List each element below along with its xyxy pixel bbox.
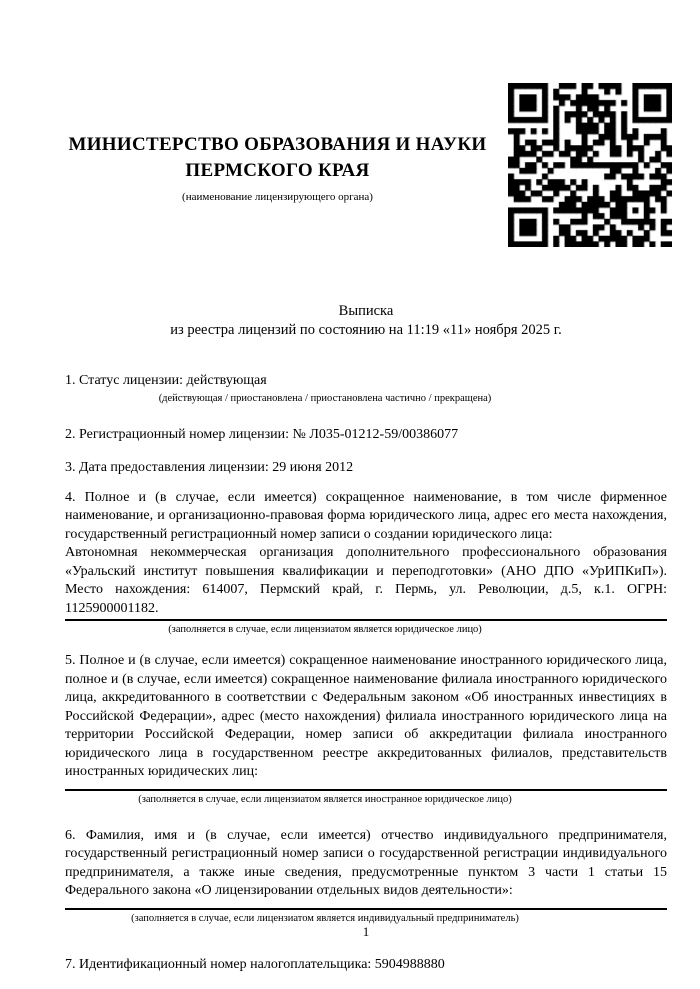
foreign-entity-caption: (заполняется в случае, если лицензиатом является иностранное юридическое лицо) xyxy=(138,793,512,805)
document-content xyxy=(65,0,667,974)
license-status-options-caption: (действующая / приостановлена / приостановлена частично / прекращена) xyxy=(158,392,492,404)
individual-entrepreneur-fill-rule xyxy=(65,908,667,910)
legal-entity-label: 4. Полное и (в случае, если имеется) сокращенное наименование, в том числе фирменное наименование, и организационно-правовая форма юридического лица, адрес его места нахождения, государственный регистрационный номер записи о создании юридического лица: xyxy=(65,489,667,542)
license-status-line: 1. Статус лицензии: действующая xyxy=(65,373,267,388)
grant-date-line: 3. Дата предоставления лицензии: 29 июня 2012 xyxy=(65,460,354,475)
ministry-name-line2: ПЕРМСКОГО КРАЯ xyxy=(185,160,370,181)
document-title xyxy=(65,302,667,340)
individual-entrepreneur-section xyxy=(65,827,667,926)
foreign-entity-section xyxy=(65,652,667,807)
foreign-entity-label: 5. Полное и (в случае, если имеется) сокращенное наименование иностранного юридического лица, полное и (в случае, если имеется) сокращенное наименование филиала иностранного юридического лица, аккредитованного в соответствии с Федеральным законом «Об иностранных инвестициях в Российской Федерации», адрес (место нахождения) филиала иностранного юридического лица на территории Российской Федерации, номер записи об аккредитации филиала иностранного юридического лица в государственном реестре аккредитованных филиалов, представительств иностранных юридических лиц: xyxy=(65,653,667,779)
individual-entrepreneur-caption: (заполняется в случае, если лицензиатом является индивидуальный предприниматель) xyxy=(131,912,519,924)
legal-entity-caption: (заполняется в случае, если лицензиатом является юридическое лицо) xyxy=(168,624,482,635)
legal-entity-section xyxy=(65,489,667,638)
legal-entity-fill-rule xyxy=(65,619,667,621)
document-title-line1: Выписка xyxy=(338,303,394,319)
ministry-name-line1: МИНИСТЕРСТВО ОБРАЗОВАНИЯ И НАУКИ xyxy=(68,134,487,155)
legal-entity-value: Автономная некоммерческая организация дополнительного профессионального образования «Уральский институт повышения квалификации и переподготовки» (АНО ДПО «УрИПКиП»). Место нахождения: 614007, Пермский край, г. Пермь, ул. Революции, д.5, к.1. ОГРН: 1125900001182. xyxy=(65,545,667,616)
registration-number-line: 2. Регистрационный номер лицензии: № Л035-01212-59/00386077 xyxy=(65,426,459,442)
document-title-line2: из реестра лицензий по состоянию на 11:19 «11» ноября 2025 г. xyxy=(170,322,562,338)
foreign-entity-fill-rule xyxy=(65,789,667,791)
licensing-authority-caption: (наименование лицензирующего органа) xyxy=(182,191,373,203)
licensing-authority-header xyxy=(65,0,490,205)
taxpayer-id-line: 7. Идентификационный номер налогоплательщика: 5904988880 xyxy=(65,956,445,972)
individual-entrepreneur-label: 6. Фамилия, имя и (в случае, если имеется) отчество индивидуального предпринимателя, государственный регистрационный номер записи о государственной регистрации индивидуального предпринимателя, а также иные сведения, предусмотренные пунктом 3 части 1 статьи 15 Федерального закона «О лицензировании отдельных видов деятельности»: xyxy=(65,827,667,898)
page-number: 1 xyxy=(362,924,370,939)
